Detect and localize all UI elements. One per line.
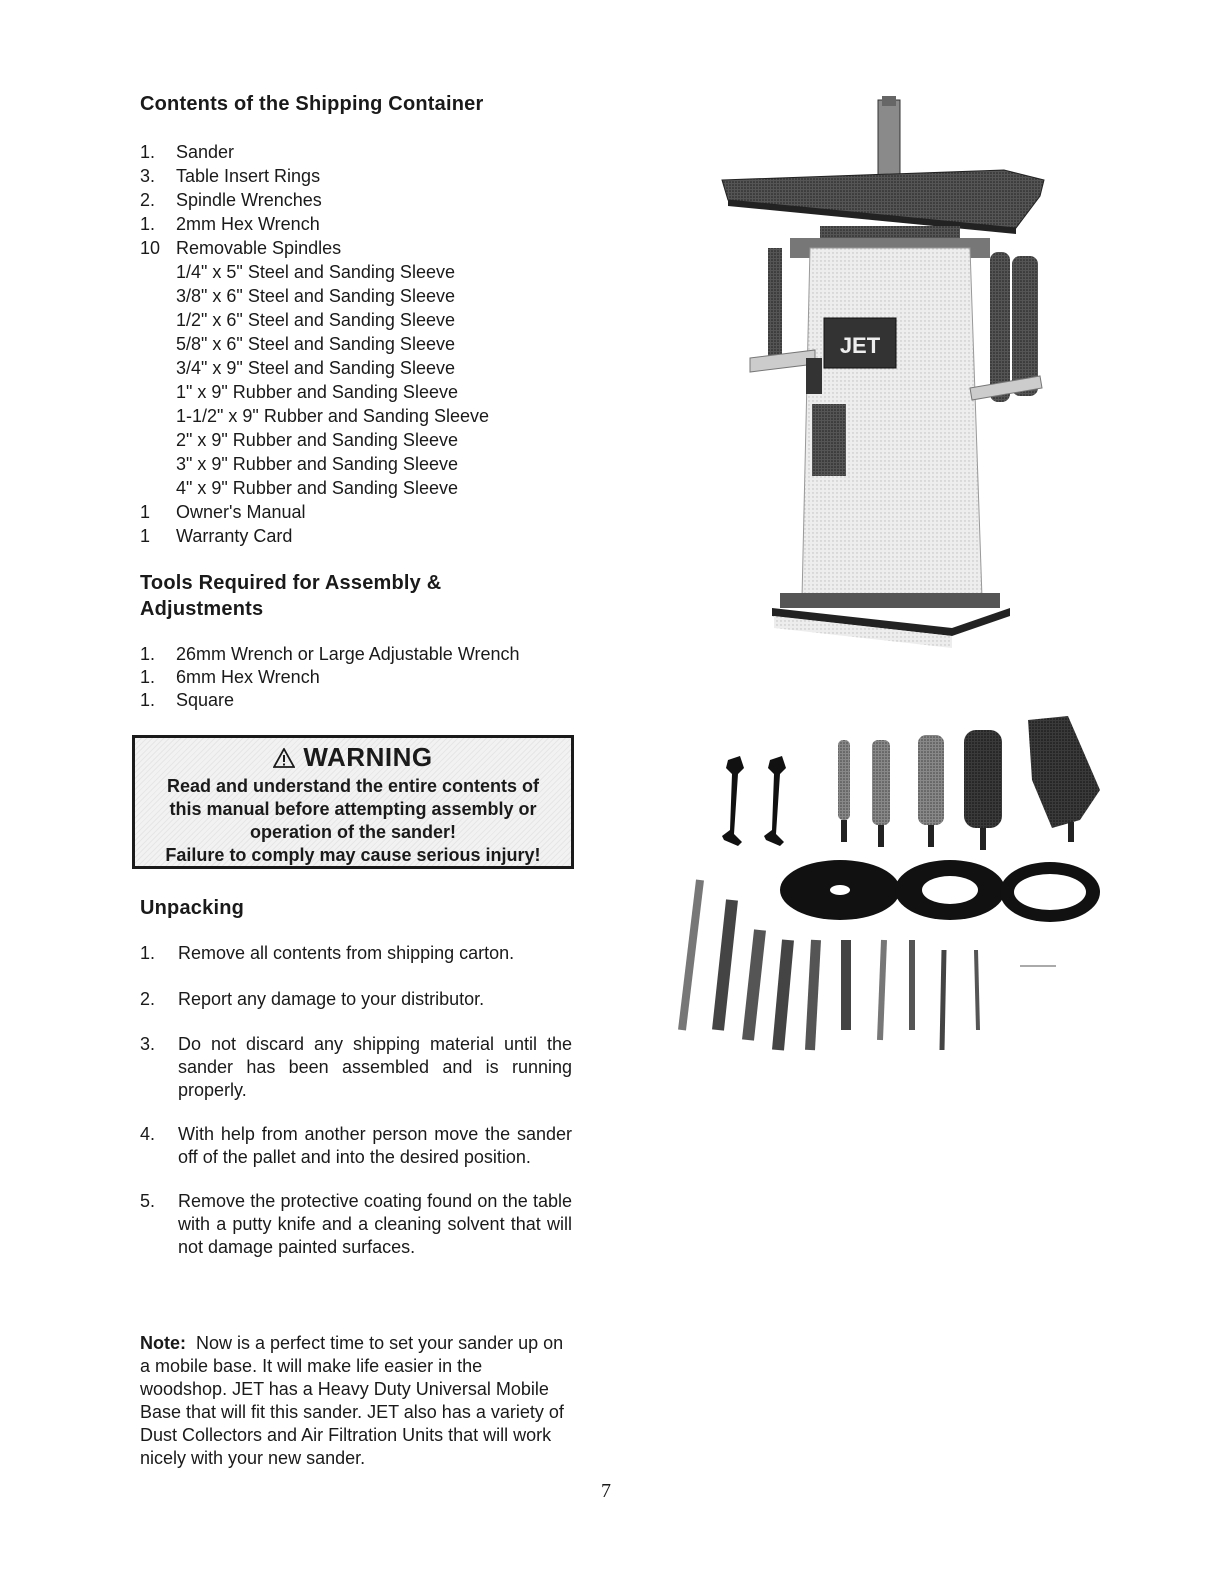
list-item: 1 Warranty Card — [140, 526, 293, 546]
list-item: 1/2" x 6" Steel and Sanding Sleeve — [176, 310, 455, 330]
note-text: Now is a perfect time to set your sander up on a mobile base. It will make life easier in the woodshop. JET has a Heavy Duty Universal Mobile Base that will fit this sander. JET also has a variety of Dust Collectors and Air Filtration Units that will work nicely with your new sander. — [140, 1333, 564, 1468]
list-item: 1-1/2" x 9" Rubber and Sanding Sleeve — [176, 406, 489, 426]
list-item: 1. 6mm Hex Wrench — [140, 667, 320, 687]
sander-machine-image — [720, 88, 1050, 658]
note-paragraph — [140, 1332, 572, 1470]
note-label: Note: — [140, 1333, 186, 1353]
tools-heading: Tools Required for Assembly & Adjustments — [140, 572, 442, 620]
warning-line: Read and understand the entire contents of — [166, 776, 540, 796]
list-item: 4. With help from another person move the sander off of the pallet and into the desired position. — [140, 1124, 572, 1167]
list-item: 2. Report any damage to your distributor. — [140, 989, 485, 1009]
list-item: 1 Owner's Manual — [140, 502, 306, 522]
list-item: 4" x 9" Rubber and Sanding Sleeve — [176, 478, 458, 498]
warning-triangle-icon — [273, 743, 295, 775]
list-item: 2" x 9" Rubber and Sanding Sleeve — [176, 430, 458, 450]
list-item: 1. 2mm Hex Wrench — [140, 214, 320, 234]
list-item: 3/4" x 9" Steel and Sanding Sleeve — [176, 358, 455, 378]
warning-title: WARNING — [135, 741, 571, 775]
warning-line: operation of the sander! — [249, 822, 456, 842]
list-item: 3. Do not discard any shipping material until the sander has been assembled and is running properly. — [140, 1034, 572, 1100]
list-item: 1. 26mm Wrench or Large Adjustable Wrench — [140, 644, 520, 664]
tools-list — [140, 643, 570, 712]
contents-heading: Contents of the Shipping Container — [140, 93, 484, 115]
warning-box — [132, 735, 574, 869]
list-item: 1. Sander — [140, 142, 235, 162]
list-item: 1. Square — [140, 690, 235, 710]
warning-line: this manual before attempting assembly or — [169, 799, 537, 819]
list-item: 1/4" x 5" Steel and Sanding Sleeve — [176, 262, 455, 282]
list-item: 2. Spindle Wrenches — [140, 190, 322, 210]
unpacking-steps — [140, 942, 572, 1259]
page-number: 7 — [601, 1480, 611, 1502]
list-item: 3. Table Insert Rings — [140, 166, 321, 186]
jet-logo: JET — [839, 333, 881, 358]
list-item: 5. Remove the protective coating found on the table with a putty knife and a cleaning solvent that will not damage painted surfaces. — [140, 1191, 572, 1257]
list-item: 10 Removable Spindles — [140, 238, 342, 258]
accessories-image — [660, 700, 1100, 1080]
list-item: 3/8" x 6" Steel and Sanding Sleeve — [176, 286, 455, 306]
contents-list — [140, 140, 560, 548]
wrench-icon — [722, 756, 744, 846]
warning-line: Failure to comply may cause serious injury! — [165, 845, 541, 865]
list-item: 3" x 9" Rubber and Sanding Sleeve — [176, 454, 458, 474]
list-item: 5/8" x 6" Steel and Sanding Sleeve — [176, 334, 455, 354]
list-item: 1" x 9" Rubber and Sanding Sleeve — [176, 382, 458, 402]
list-item: 1. Remove all contents from shipping carton. — [140, 943, 515, 963]
unpacking-heading: Unpacking — [140, 897, 245, 919]
